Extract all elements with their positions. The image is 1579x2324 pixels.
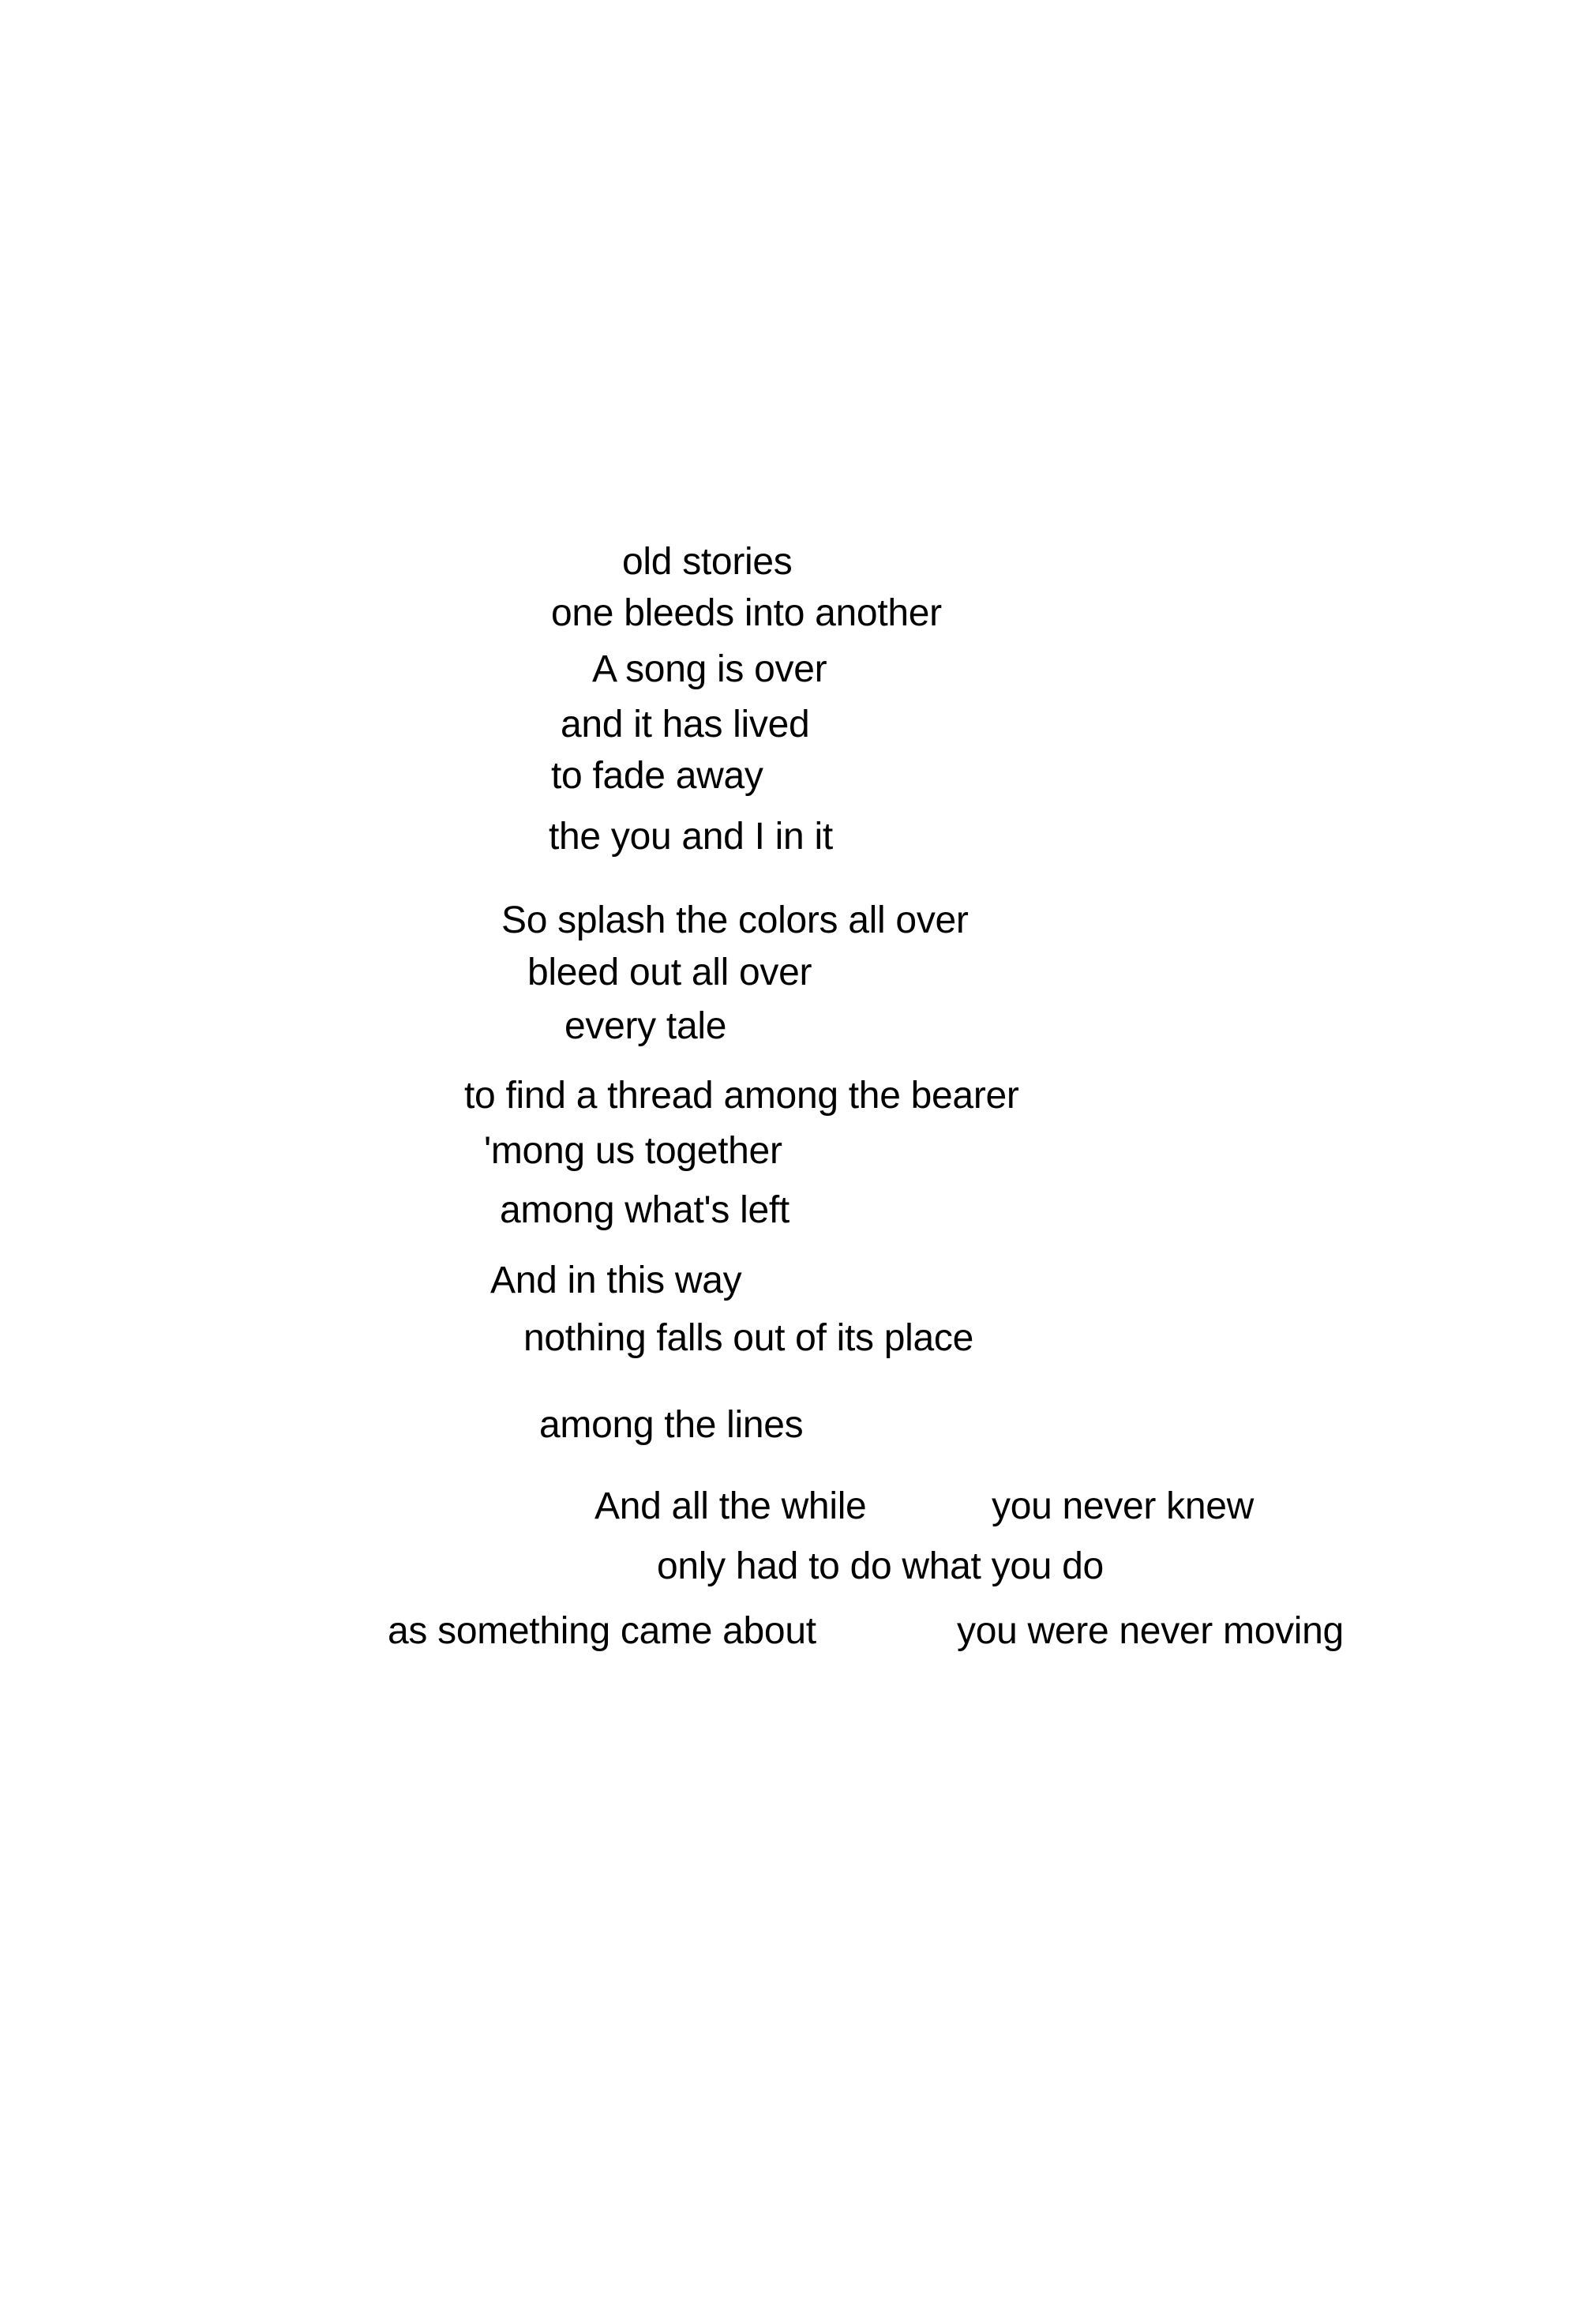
poem-line-among-the-lines: among the lines [539, 1404, 804, 1446]
poem-line-mong-us-together: 'mong us together [484, 1130, 782, 1172]
poem-line-to-find-a-thread: to find a thread among the bearer [464, 1075, 1019, 1117]
poem-line-and-in-this-way: And in this way [490, 1260, 742, 1301]
poem-line-a-song-is-over: A song is over [592, 648, 827, 690]
poem-line-the-you-and-i: the you and I in it [549, 816, 833, 858]
poem-line-as-something-came: as something came about [388, 1610, 816, 1652]
poem-line-you-never-knew: you never knew [992, 1485, 1254, 1527]
poem-line-only-had-to-do: only had to do what you do [657, 1545, 1104, 1587]
poem-line-and-all-the-while: And all the while [594, 1485, 867, 1527]
poem-line-and-it-has-lived: and it has lived [561, 704, 810, 745]
poem-line-every-tale: every tale [564, 1005, 727, 1047]
poem-line-to-fade-away: to fade away [551, 755, 763, 797]
poem-line-one-bleeds: one bleeds into another [551, 592, 942, 634]
poem-line-so-splash: So splash the colors all over [501, 899, 969, 941]
poem-line-bleed-out: bleed out all over [527, 952, 812, 993]
poem-line-old-stories: old stories [622, 541, 793, 583]
poem-line-among-whats-left: among what's left [500, 1189, 790, 1231]
poem-line-you-were-never-moving: you were never moving [957, 1610, 1344, 1652]
poem-line-nothing-falls: nothing falls out of its place [523, 1317, 974, 1359]
